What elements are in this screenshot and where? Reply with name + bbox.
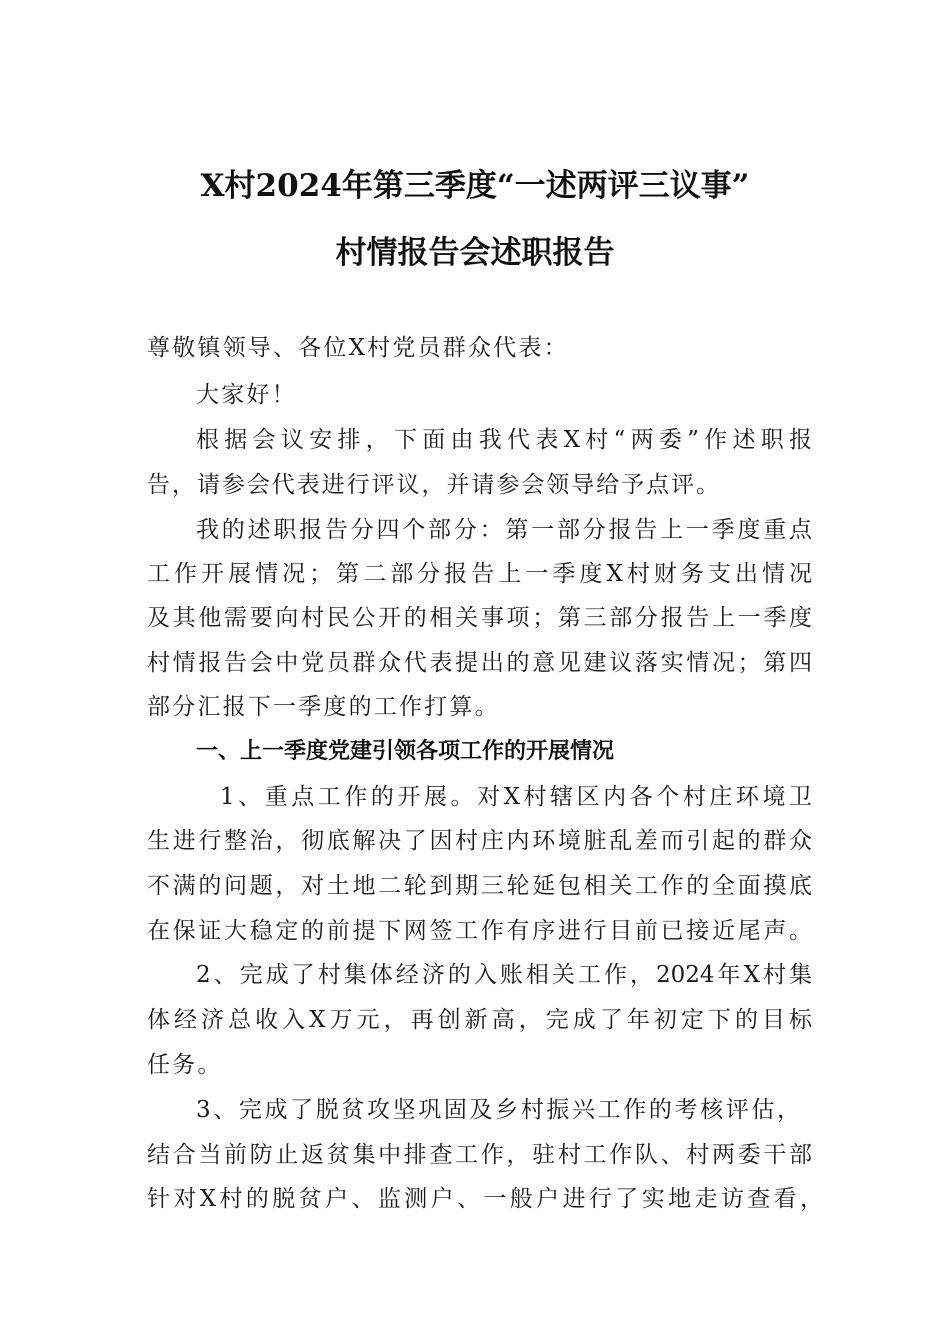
paragraph-line: 结合当前防止返贫集中排查工作，驻村工作队、村两委干部 bbox=[147, 1142, 812, 1168]
paragraph-line: 针对X村的脱贫户、监测户、一般户进行了实地走访查看， bbox=[147, 1186, 823, 1212]
report-title-line-1: X村2024年第三季度“一述两评三议事” bbox=[200, 168, 750, 204]
paragraph-line: 告，请参会代表进行评议，并请参会领导给予点评。 bbox=[147, 472, 719, 498]
paragraph-line: 部分汇报下一季度的工作打算。 bbox=[147, 694, 500, 720]
paragraph-line: 不满的问题，对土地二轮到期三轮延包相关工作的全面摸底 bbox=[147, 873, 812, 899]
section-heading: 一、上一季度党建引领各项工作的开展情况 bbox=[196, 739, 615, 764]
paragraph-line: 及其他需要向村民公开的相关事项；第三部分报告上一季度 bbox=[147, 605, 812, 631]
paragraph-line: 村情报告会中党员群众代表提出的意见建议落实情况；第四 bbox=[147, 650, 812, 676]
paragraph-line: 在保证大稳定的前提下网签工作有序进行目前已接近尾声。 bbox=[147, 918, 812, 944]
salutation: 尊敬镇领导、各位X村党员群众代表： bbox=[147, 335, 569, 361]
paragraph-line: 3、完成了脱贫攻坚巩固及乡村振兴工作的考核评估， bbox=[196, 1097, 800, 1123]
paragraph-line: 2、完成了村集体经济的入账相关工作，2024年X村集 bbox=[196, 962, 812, 988]
paragraph-line: 根据会议安排，下面由我代表X村“两委”作述职报 bbox=[196, 427, 812, 453]
report-title-line-2: 村情报告会述职报告 bbox=[335, 235, 615, 271]
paragraph-line: 体经济总收入X万元，再创新高，完成了年初定下的目标 bbox=[147, 1007, 812, 1033]
paragraph-line: 生进行整治，彻底解决了因村庄内环境脏乱差而引起的群众 bbox=[147, 828, 812, 854]
paragraph-line: 1、重点工作的开展。对X村辖区内各个村庄环境卫 bbox=[220, 784, 812, 810]
paragraph-line: 工作开展情况；第二部分报告上一季度X村财务支出情况 bbox=[147, 561, 812, 587]
greeting: 大家好！ bbox=[196, 382, 297, 408]
paragraph-line: 任务。 bbox=[147, 1052, 223, 1078]
paragraph-line: 我的述职报告分四个部分：第一部分报告上一季度重点 bbox=[196, 517, 812, 543]
